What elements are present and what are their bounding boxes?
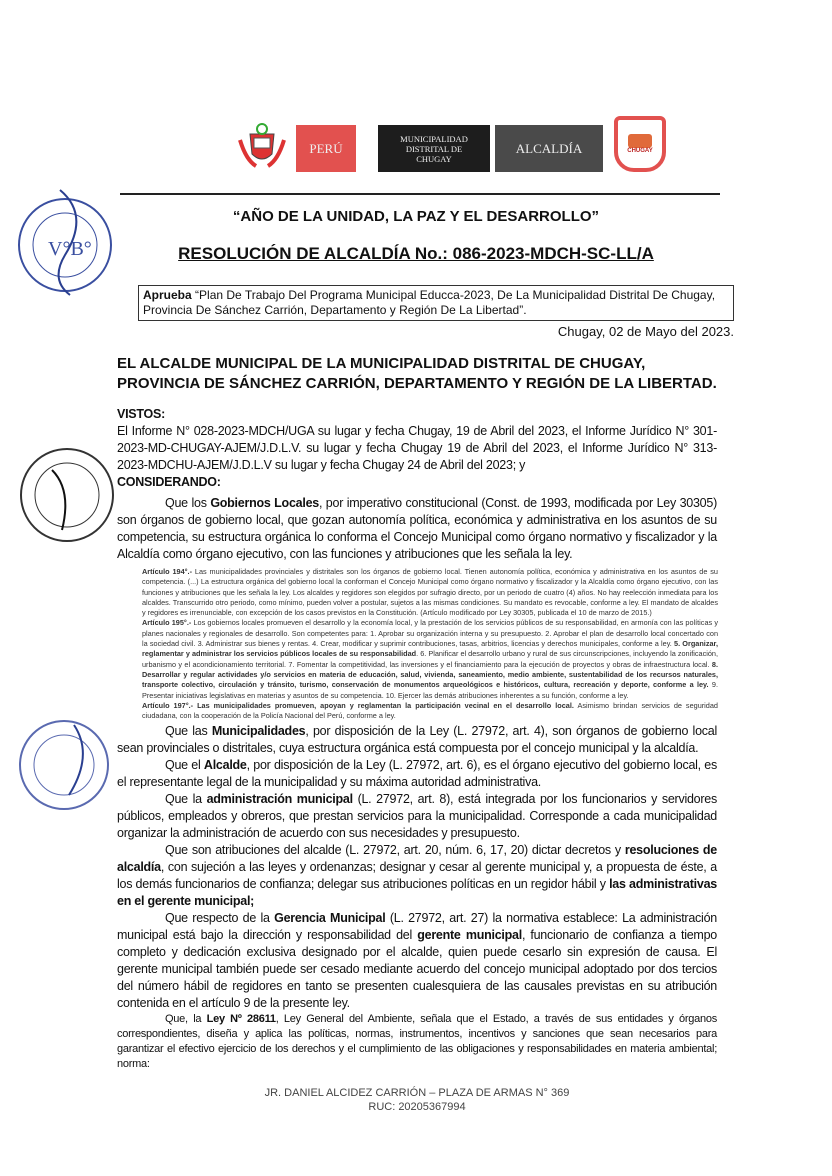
alcaldia-label: ALCALDÍA: [515, 140, 583, 156]
text: Que son atribuciones del alcalde (L. 27972, art. 20, núm. 6, 17, 20) dictar decretos y: [165, 843, 625, 858]
resolution-date: Chugay, 02 de Mayo del 2023.: [557, 324, 734, 339]
bold-text: resoluciones de alcaldía: [117, 843, 717, 875]
resolution-title: RESOLUCIÓN DE ALCALDÍA No.: 086-2023-MDCH-SC-LL/A: [178, 244, 654, 263]
municipality-banner: [378, 125, 490, 172]
constitution-articles: [142, 567, 718, 721]
footer-address: JR. DANIEL ALCIDEZ CARRIÓN – PLAZA DE ARMAS N° 369: [264, 1087, 570, 1100]
considerando-label: CONSIDERANDO:: [117, 475, 221, 489]
approves-label: Aprueba: [143, 288, 192, 302]
article-text: Las municipalidades provinciales y distritales son los órganos de gobierno local. Tienen autonomía política, económica y administrativa en los asuntos de su competencia. (...) La estructura orgánica del gobierno local la conforman el Concejo Municipal como órgano normativo y fiscalizador y la Alcaldía como órgano ejecutivo, con las funciones y atribuciones que les señala la ley. Los alcaldes y regidores son elegidos por sufragio directo, por un periodo de cuatro (4) años. No hay reelección inmediata para los alcaldes. Transcurrido otro periodo, como mínimo, pueden volver a postular, sujetos a las mismas condiciones. Su mandato es revocable, conforme a ley. El mandato de alcaldes y regidores es irrenunciable, con excepción de los casos previstos en la Constitución. (Artículo modificado por Ley 30305, publicada el 10 de marzo de 2015.): [142, 567, 718, 618]
chugay-shield-logo: [614, 116, 666, 172]
article-label: Artículo 197°.-: [142, 700, 194, 710]
text: , con sujeción a las leyes y ordenanzas; designar y cesar al gerente municipal y, a propuesta de éste, a los demás funcionarios de confianza; delegar sus atribuciones políticas en un regidor hábil y: [117, 860, 717, 892]
bold-text: Gobiernos Locales: [210, 496, 319, 510]
bold-text: gerente municipal: [417, 928, 522, 943]
considerations-body: [117, 723, 717, 1072]
approves-text: “Plan De Trabajo Del Programa Municipal Educca-2023, De La Municipalidad Distrital De Chugay, Provincia De Sánchez Carrión, Departamento y Región De La Libertad”.: [143, 288, 716, 317]
alcaldia-stamp: [10, 185, 115, 300]
article-text: Asimismo brindan servicios de seguridad ciudadana, con la cooperación de la Policía Nacional del Perú, conforme a ley.: [142, 700, 718, 721]
article-bold: Las municipalidades promueven, apoyan y reglamentan la participación vecinal en el desarrollo local.: [193, 700, 574, 710]
bold-text: Alcalde: [203, 758, 247, 773]
text: Que las: [165, 724, 212, 739]
footer-ruc: RUC: 20205367994: [368, 1101, 466, 1114]
text: Que los: [165, 496, 211, 510]
article-label: Artículo 195°.-: [142, 618, 192, 628]
bold-text: administración municipal: [206, 792, 353, 807]
article-text: Los gobiernos locales promueven el desarrollo y la economía local, y la prestación de los servicios públicos de su responsabilidad, en armonía con las políticas y planes nacionales y regionales de desarrollo. Son competentes para: 1. Aprobar su organización interna y su presupuesto. 2. Aprobar el plan de desarrollo local concertado con la sociedad civil. 3. Administrar sus bienes y rentas. 4. Crear, modificar y suprimir contribuciones, tasas, arbitrios, licencias y derechos municipales, conforme a ley.: [142, 618, 718, 649]
text: , funcionario de confianza a tiempo completo y dedicación exclusiva designado por el alcalde, quien puede cesarlo sin expresión de causa. El gerente municipal también puede ser cesado mediante acuerdo del concejo municipal adoptado por dos tercios del número hábil de regidores en tanto se presenten cualesquiera de las causales previstas en su atribución contenida en el artículo 9 de la presente ley.: [117, 928, 718, 1011]
alcaldia-banner: [495, 125, 603, 172]
text: , por disposición de la Ley (L. 27972, art. 4), son órganos de gobierno local sean provinciales o distritales, cuya estructura orgánica está compuesta por el concejo municipal y la alcaldía.: [117, 724, 718, 756]
bold-text: Municipalidades: [211, 724, 306, 739]
bold-text: las administrativas en el gerente municipal;: [117, 877, 717, 909]
municipality-label: MUNICIPALIDAD DISTRITAL DE CHUGAY: [400, 133, 468, 164]
article-bold: 8. Desarrollar y regular actividades y/o servicios en materia de educación, salud, vivienda, saneamiento, medio ambiente, sustentabilidad de los recursos naturales, transporte colectivo, circulación y tránsito, turismo, conservación de monumentos arqueológicos e históricos, cultura, recreación y deporte, conforme a ley.: [142, 659, 718, 690]
text: Que, la: [165, 1013, 207, 1026]
peru-coat-of-arms-logo: [236, 120, 288, 175]
peru-label: PERÚ: [309, 140, 343, 156]
text: , Ley General del Ambiente, señala que el Estado, a través de sus entidades y órganos correspondientes, diseña y aplica las políticas, normas, instrumentos, incentivos y sanciones que sean necesarios para garantizar el efectivo ejercicio de los derechos y el cumplimiento de las obligaciones y responsabilidades en materia ambiental; norma:: [117, 1013, 717, 1071]
text: Que la: [165, 792, 207, 807]
vistos-text: El Informe N° 028-2023-MDCH/UGA su lugar y fecha Chugay, 19 de Abril del 2023, el Informe Jurídico N° 301-2023-MD-CHUGAY-AJEM/J.D.L.V. su lugar y fecha Chugay 19 de Abril del 2023, el Informe Jurídico N° 313-2023-MDCHU-AJEM/J.D.L.V su lugar y fecha Chugay 24 de Abril del 2023; y: [117, 424, 717, 472]
bold-text: Gerencia Municipal: [274, 911, 386, 926]
chugay-shield-label: CHUGAY: [627, 148, 653, 154]
peru-banner: [296, 125, 356, 172]
header-divider: [120, 193, 720, 195]
article-label: Artículo 194°.-: [142, 567, 193, 576]
vb-mark: V°B°: [48, 238, 92, 260]
authority-heading: EL ALCALDE MUNICIPAL DE LA MUNICIPALIDAD DISTRITAL DE CHUGAY, PROVINCIA DE SÁNCHEZ CARRIÓN, DEPARTAMENTO Y REGIÓN DE LA LIBERTAD.: [117, 355, 717, 392]
text: (L. 27972, art. 27) la normativa establece: La administración municipal está bajo la dirección y responsabilidad del: [117, 911, 717, 943]
vistos-label: VISTOS:: [117, 407, 166, 421]
paragraph-gobiernos-locales: [117, 495, 717, 563]
article-bold: 5. Organizar, reglamentar y administrar los servicios públicos locales de su responsabilidad: [142, 639, 718, 659]
approval-summary-box: [138, 285, 734, 321]
article-text: . 6. Planificar el desarrollo urbano y rural de sus circunscripciones, incluyendo la zonificación, urbanismo y el acondicionamiento territorial. 7. Fomentar la competitividad, las inversiones y el financiamiento para la ejecución de proyectos y obras de infraestructura local.: [142, 649, 718, 669]
year-motto: “AÑO DE LA UNIDAD, LA PAZ Y EL DESARROLLO”: [232, 208, 600, 225]
text: , por imperativo constitucional (Const. de 1993, modificada por Ley 30305) son órganos de gobierno local, que gozan autonomía política, económica y administrativa en los asuntos de su competencia, su estructura orgánica lo conforma el Concejo Municipal como órgano normativo y fiscalizador y la Alcaldía como órgano ejecutivo, con las funciones y atribuciones que les señala la ley.: [117, 496, 718, 561]
text: (L. 27972, art. 8), está integrada por los funcionarios y servidores públicos, empleados y obreros, que prestan servicios para la municipalidad. Corresponde a cada municipalidad organizar la administración de acuerdo con sus necesidades y presupuesto.: [117, 792, 717, 841]
text: Que el: [165, 758, 204, 773]
text: Que respecto de la: [165, 911, 275, 926]
bold-text: Ley Nº 28611: [206, 1013, 276, 1026]
text: , por disposición de la Ley (L. 27972, art. 6), es el órgano ejecutivo del gobierno local, es el representante legal de la municipalidad y su máxima autoridad administrativa.: [117, 758, 718, 790]
article-text: 9. Presentar iniciativas legislativas en materias y asuntos de su competencia. 10. Ejercer las demás atribuciones inherentes a su función, conforme a ley.: [142, 680, 718, 700]
document-body: [0, 285, 734, 1114]
vistos-section: [117, 406, 717, 491]
